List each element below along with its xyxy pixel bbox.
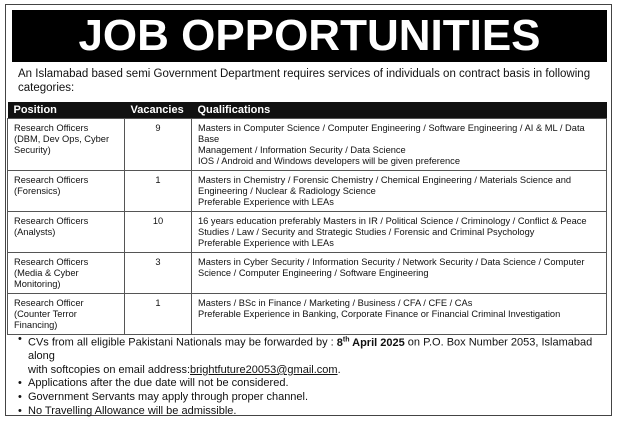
qualification-line: Masters in Cyber Security / Information Security / Network Security / Data Science / Computer: [198, 257, 585, 267]
cv-line2-prefix: with softcopies on email address:: [28, 363, 191, 376]
position-line: (DBM, Dev Ops, Cyber: [14, 134, 110, 144]
page-title: JOB OPPORTUNITIES: [12, 10, 607, 62]
note-text: No Travelling Allowance will be admissible.: [28, 404, 237, 417]
header-position: Position: [8, 102, 125, 119]
notes-list: [18, 333, 606, 418]
qualification-line: Preferable Experience in Banking, Corporate Finance or Financial Criminal Investigation: [198, 309, 561, 319]
bullet-icon: •: [18, 333, 22, 345]
cv-suffix: on P.O. Box Number 2053, Islamabad along: [28, 336, 593, 363]
note-text: Applications after the due date will not be considered.: [28, 377, 289, 390]
qualification-line: Management / Information Security / Data Science: [198, 145, 406, 155]
jobs-table: [7, 102, 607, 335]
due-date-rest: April 2025: [349, 336, 405, 349]
qualification-line: Studies / Law / Security and Strategic Studies / Forensic and Criminal Psychology: [198, 227, 535, 237]
table-row: [8, 212, 607, 253]
table-header-row: [8, 102, 607, 119]
list-item: [18, 333, 606, 377]
note-text: Government Servants may apply through proper channel.: [28, 391, 309, 404]
position-line: Security): [14, 145, 51, 155]
due-date: [337, 337, 405, 349]
qualifications-cell: [192, 171, 607, 212]
vacancies-cell: 9: [125, 119, 192, 171]
position-cell: [8, 171, 125, 212]
position-line: Research Officers: [14, 216, 89, 226]
intro-line: An Islamabad based semi Government Department requires services of individuals on contract basis in following: [18, 68, 591, 80]
bullet-icon: •: [18, 391, 22, 404]
intro-line: categories:: [18, 81, 75, 94]
note-text: [28, 333, 606, 377]
cv-prefix: CVs from all eligible Pakistani Nationals may be forwarded by :: [28, 336, 337, 349]
vacancies-cell: 1: [125, 294, 192, 335]
bullet-icon: •: [18, 377, 22, 390]
intro-text: [18, 68, 608, 95]
position-line: Research Officer: [14, 298, 84, 308]
list-item: [18, 405, 606, 419]
position-line: (Counter Terror Financing): [14, 309, 77, 330]
position-cell: [8, 212, 125, 253]
due-date-suffix: th: [342, 336, 350, 343]
position-line: Research Officers: [14, 257, 89, 267]
list-item: [18, 391, 606, 405]
email-link[interactable]: brightfuture20053@gmail.com: [190, 363, 338, 376]
qualification-line: Preferable Experience with LEAs: [198, 238, 334, 248]
vacancies-cell: 10: [125, 212, 192, 253]
position-line: Research Officers: [14, 123, 89, 133]
position-cell: [8, 294, 125, 335]
qualification-line: 16 years education preferably Masters in IR / Political Science / Criminology / Conflict & Peace: [198, 216, 587, 226]
header-vacancies: Vacancies: [125, 102, 192, 119]
position-cell: [8, 119, 125, 171]
qualification-line: Science / Computer Engineering / Software Engineering: [198, 268, 429, 278]
position-line: (Forensics): [14, 186, 61, 196]
due-date-day: 8: [336, 336, 343, 349]
position-cell: [8, 253, 125, 294]
bullet-icon: •: [18, 404, 22, 417]
qualifications-cell: [192, 212, 607, 253]
qualification-line: Preferable Experience with LEAs: [198, 197, 334, 207]
qualification-line: Engineering / Nuclear & Radiology Science: [198, 186, 376, 196]
qualification-line: Masters in Chemistry / Forensic Chemistry / Chemical Engineering / Materials Science and: [198, 175, 572, 185]
cv-line2-suffix: .: [337, 363, 341, 376]
list-item: [18, 377, 606, 391]
table-row: [8, 171, 607, 212]
position-line: Research Officers: [14, 175, 89, 185]
position-line: Monitoring): [14, 279, 61, 289]
vacancies-cell: 3: [125, 253, 192, 294]
qualifications-cell: [192, 253, 607, 294]
table-row: [8, 253, 607, 294]
position-line: (Media & Cyber: [14, 268, 79, 278]
table-row: [8, 119, 607, 171]
qualifications-cell: [192, 294, 607, 335]
qualifications-cell: [192, 119, 607, 171]
table-row: [8, 294, 607, 335]
header-qualifications: Qualifications: [192, 102, 607, 119]
qualification-line: Masters / BSc in Finance / Marketing / Business / CFA / CFE / CAs: [198, 298, 473, 308]
vacancies-cell: 1: [125, 171, 192, 212]
position-line: (Analysts): [14, 227, 56, 237]
qualification-line: IOS / Android and Windows developers will be given preference: [198, 156, 461, 166]
qualification-line: Masters in Computer Science / Computer Engineering / Software Engineering / AI & ML / Data Base: [198, 123, 585, 144]
